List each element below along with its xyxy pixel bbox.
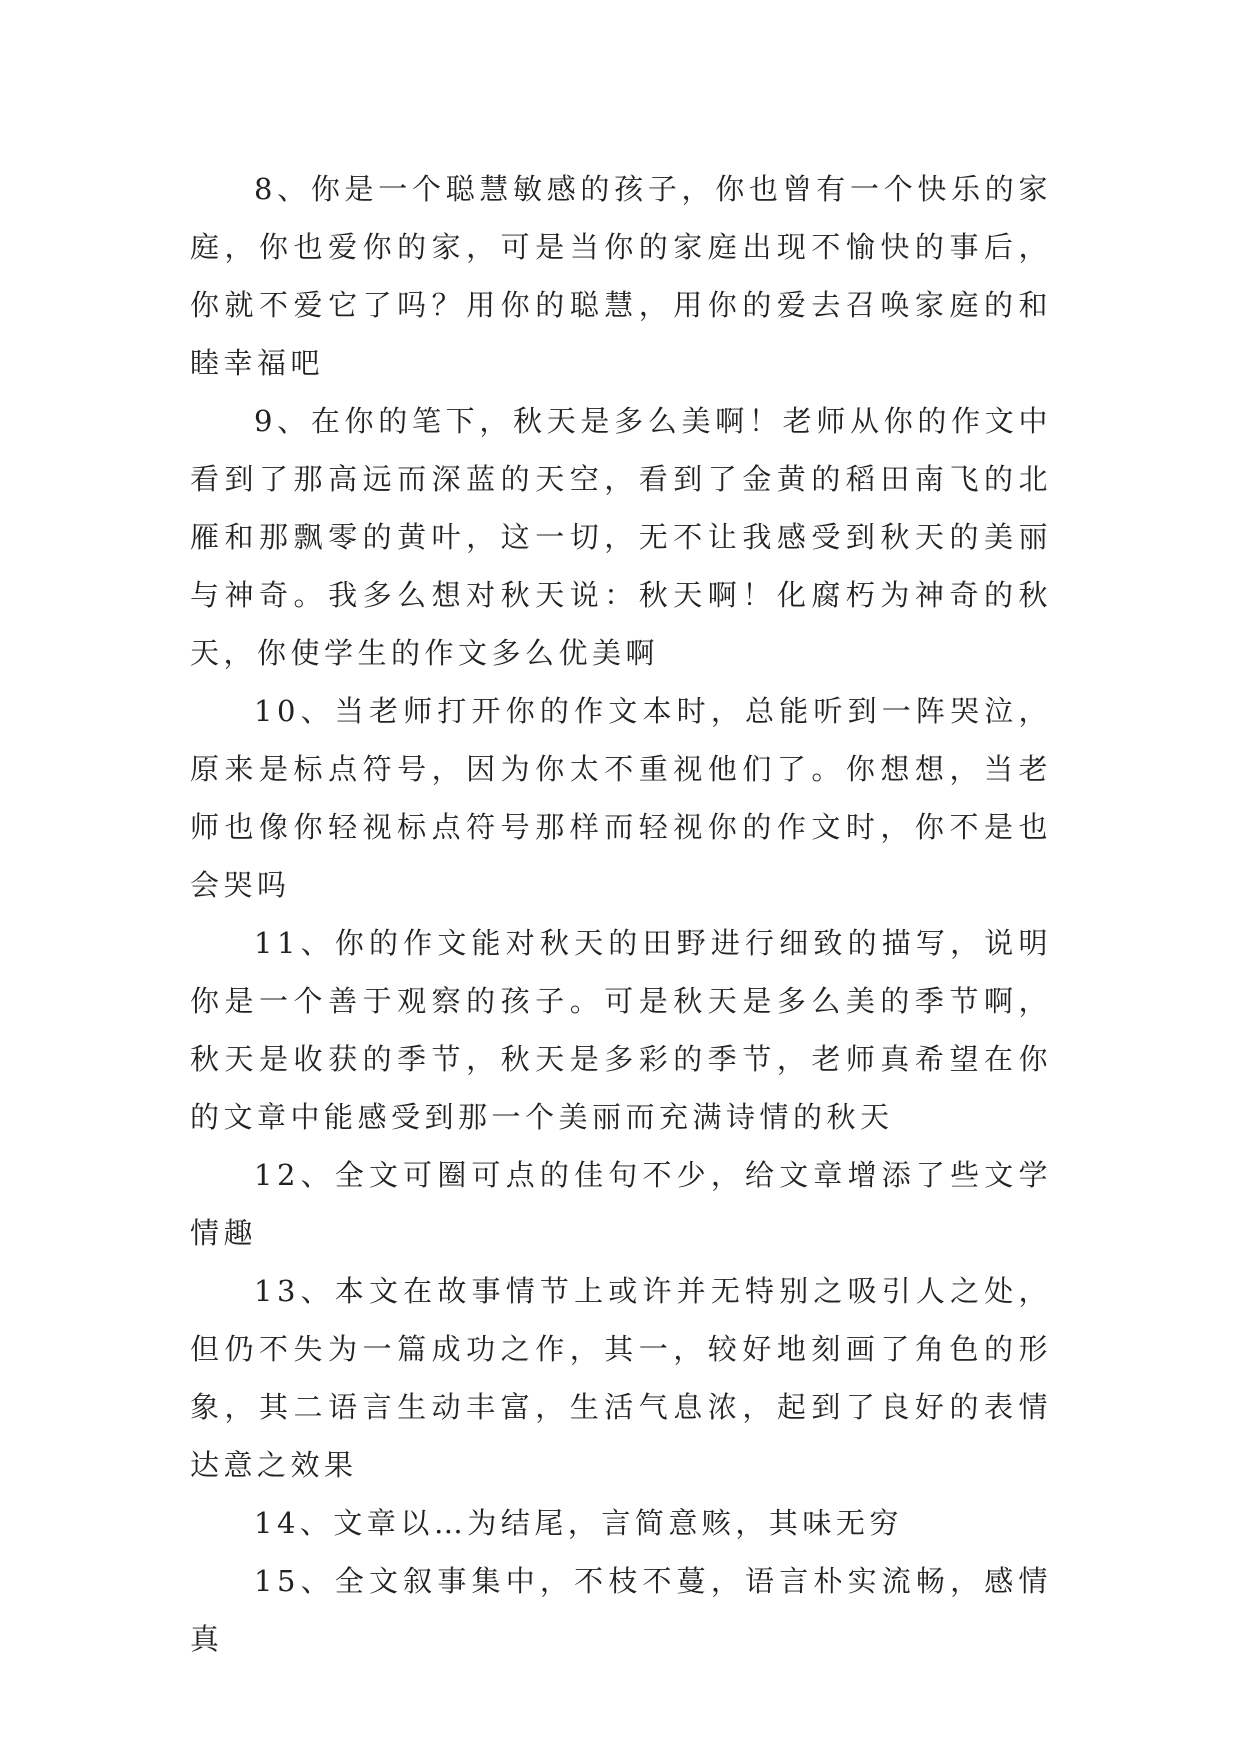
document-body bbox=[190, 160, 1052, 1668]
paragraph-11: 11、你的作文能对秋天的田野进行细致的描写，说明你是一个善于观察的孩子。可是秋天是多么美的季节啊，秋天是收获的季节，秋天是多彩的季节，老师真希望在你的文章中能感受到那一个美丽而充满诗情的秋天 bbox=[190, 926, 1052, 1134]
paragraph-10: 10、当老师打开你的作文本时，总能听到一阵哭泣，原来是标点符号，因为你太不重视他们了。你想想，当老师也像你轻视标点符号那样而轻视你的作文时，你不是也会哭吗 bbox=[190, 694, 1052, 902]
paragraph-14: 14、文章以…为结尾，言简意赅，其味无穷 bbox=[254, 1506, 903, 1540]
paragraph-12: 12、全文可圈可点的佳句不少，给文章增添了些文学情趣 bbox=[190, 1158, 1052, 1250]
paragraph-13: 13、本文在故事情节上或许并无特别之吸引人之处，但仍不失为一篇成功之作，其一，较好地刻画了角色的形象，其二语言生动丰富，生活气息浓，起到了良好的表情达意之效果 bbox=[190, 1274, 1052, 1482]
paragraph-8: 8、你是一个聪慧敏感的孩子，你也曾有一个快乐的家庭，你也爱你的家，可是当你的家庭出现不愉快的事后，你就不爱它了吗？用你的聪慧，用你的爱去召唤家庭的和睦幸福吧 bbox=[190, 172, 1052, 380]
paragraph-15: 15、全文叙事集中，不枝不蔓，语言朴实流畅，感情真 bbox=[190, 1564, 1052, 1656]
paragraph-9: 9、在你的笔下，秋天是多么美啊！老师从你的作文中看到了那高远而深蓝的天空，看到了金黄的稻田南飞的北雁和那飘零的黄叶，这一切，无不让我感受到秋天的美丽与神奇。我多么想对秋天说：秋天啊！化腐朽为神奇的秋天，你使学生的作文多么优美啊 bbox=[190, 404, 1052, 670]
